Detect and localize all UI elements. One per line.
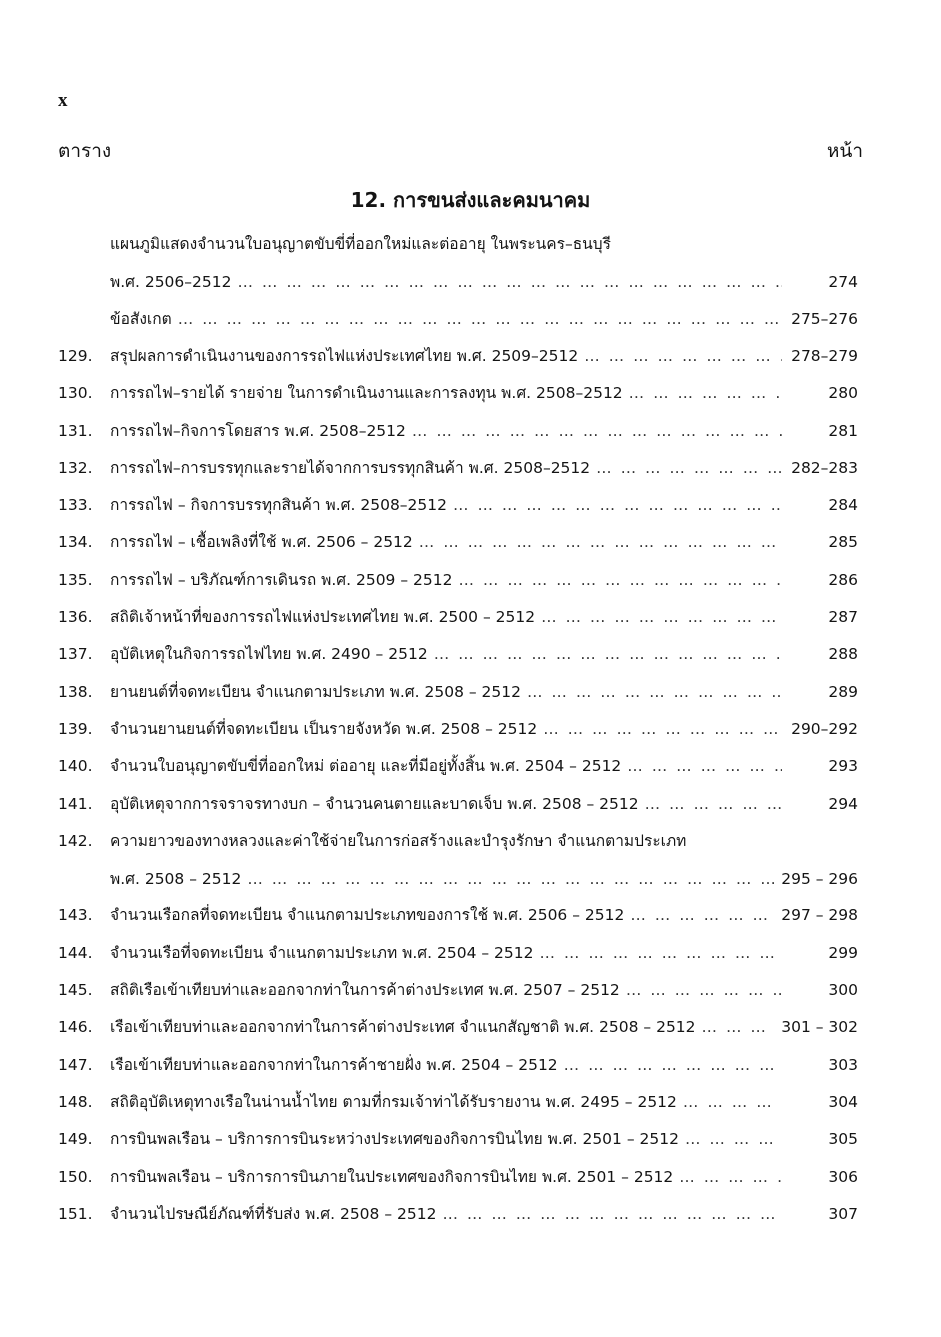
entry-line — [110, 1055, 858, 1075]
entry-title: จำนวนเรือที่จดทะเบียน จำแนกตามประเภท พ.ศ. 2504 – 2512 — [110, 943, 534, 962]
entry-title: เรือเข้าเทียบท่าและออกจากท่าในการค้าต่างประเทศ จำแนกสัญชาติ พ.ศ. 2508 – 2512 — [110, 1018, 696, 1037]
entry-number: 129. — [58, 346, 93, 365]
leader-dots — [685, 1129, 782, 1149]
entry-line — [110, 831, 858, 851]
entry-line — [110, 719, 858, 739]
leader-dots — [237, 272, 782, 292]
entry-page-number: 275–276 — [791, 309, 858, 328]
entry-title: ยานยนต์ที่จดทะเบียน จำแนกตามประเภท พ.ศ. 2508 – 2512 — [110, 682, 521, 701]
entry-title: การรถไฟ–กิจการโดยสาร พ.ศ. 2508–2512 — [110, 421, 406, 440]
leader-dots — [458, 570, 782, 590]
entry-continuation — [110, 272, 858, 292]
leader-dots — [453, 495, 782, 515]
entry-title: ข้อสังเกต — [110, 309, 172, 328]
entry-title: อุบัติเหตุในกิจการรถไฟไทย พ.ศ. 2490 – 2512 — [110, 645, 428, 664]
entry-line — [110, 421, 858, 441]
leader-dots — [629, 383, 782, 403]
leader-dots — [178, 309, 782, 329]
entry-line — [110, 905, 858, 925]
entry-line — [110, 532, 858, 552]
entry-title: จำนวนยานยนต์ที่จดทะเบียน เป็นรายจังหวัด พ.ศ. 2508 – 2512 — [110, 719, 538, 738]
entry-page-number: 294 — [828, 794, 858, 813]
entry-number: 137. — [58, 645, 93, 664]
leader-dots — [627, 756, 782, 776]
entry-number: 145. — [58, 981, 93, 999]
entry-number: 147. — [58, 1055, 93, 1074]
entry-page-number: 278–279 — [791, 346, 858, 365]
leader-dots — [527, 682, 782, 702]
entry-page-number: 287 — [828, 608, 858, 626]
entry-title: ความยาวของทางหลวงและค่าใช้จ่ายในการก่อสร้างและบำรุงรักษา จำแนกตามประเภท — [110, 831, 687, 850]
leader-dots — [419, 532, 782, 552]
entry-line — [110, 495, 858, 515]
leader-dots — [596, 458, 782, 478]
entry-line — [110, 1017, 858, 1037]
leader-dots — [683, 1092, 782, 1112]
entry-line — [110, 607, 858, 627]
entry-page-number: 300 — [828, 981, 858, 999]
entry-line — [110, 644, 858, 664]
entry-title: สถิติอุบัติเหตุทางเรือในน่านน้ำไทย ตามที่กรมเจ้าท่าได้รับรายงาน พ.ศ. 2495 – 2512 — [110, 1092, 677, 1111]
entry-number: 143. — [58, 906, 93, 925]
entry-page-number: 281 — [828, 421, 858, 440]
entry-line — [110, 682, 858, 702]
leader-dots — [564, 1055, 782, 1075]
entry-number: 151. — [58, 1204, 93, 1223]
leader-dots — [442, 1204, 782, 1224]
leader-dots — [645, 794, 782, 814]
entry-line — [110, 458, 858, 478]
leader-dots — [679, 1167, 782, 1187]
leader-dots — [584, 346, 782, 366]
entry-page-number: 288 — [828, 645, 858, 664]
entry-number: 144. — [58, 943, 93, 962]
entry-number: 135. — [58, 570, 93, 589]
entry-number: 130. — [58, 384, 93, 403]
entry-line — [110, 943, 858, 963]
entry-title: เรือเข้าเทียบท่าและออกจากท่าในการค้าชายฝั่ง พ.ศ. 2504 – 2512 — [110, 1055, 558, 1074]
leader-dots — [626, 980, 782, 1000]
entry-title: การรถไฟ – เชื้อเพลิงที่ใช้ พ.ศ. 2506 – 2512 — [110, 533, 413, 552]
leader-dots — [247, 869, 775, 889]
entry-title: การบินพลเรือน – บริการการบินระหว่างประเทศของกิจการบินไทย พ.ศ. 2501 – 2512 — [110, 1130, 679, 1149]
entry-line — [110, 1129, 858, 1149]
entry-number: 149. — [58, 1130, 93, 1149]
column-header-table: ตาราง — [58, 140, 112, 162]
entry-title: จำนวนไปรษณีย์ภัณฑ์ที่รับส่ง พ.ศ. 2508 – 2512 — [110, 1204, 437, 1223]
leader-dots — [543, 719, 782, 739]
leader-dots — [434, 644, 782, 664]
entry-number: 146. — [58, 1018, 93, 1037]
entry-number: 138. — [58, 682, 93, 701]
leader-dots — [702, 1017, 776, 1037]
entry-title: จำนวนเรือกลที่จดทะเบียน จำแนกตามประเภทของการใช้ พ.ศ. 2506 – 2512 — [110, 906, 625, 925]
entry-page-number: 306 — [828, 1167, 858, 1186]
entry-page-number: 285 — [828, 533, 858, 552]
entry-page-number: 301 – 302 — [781, 1018, 858, 1037]
entry-line — [110, 346, 858, 366]
entry-page-number: 305 — [828, 1130, 858, 1149]
entry-line — [110, 794, 858, 814]
entry-number: 139. — [58, 719, 93, 738]
entry-title: การรถไฟ–การบรรทุกและรายได้จากการบรรทุกสินค้า พ.ศ. 2508–2512 — [110, 458, 591, 477]
entry-number: 148. — [58, 1092, 93, 1111]
entry-title: จำนวนใบอนุญาตขับขี่ที่ออกใหม่ ต่ออายุ และที่มีอยู่ทั้งสิ้น พ.ศ. 2504 – 2512 — [110, 757, 622, 776]
entry-line — [110, 383, 858, 403]
entry-number: 141. — [58, 794, 93, 813]
entry-line — [110, 570, 858, 590]
entry-line — [110, 756, 858, 776]
entry-continuation-text: พ.ศ. 2508 – 2512 — [110, 869, 242, 888]
entry-page-number: 282–283 — [791, 458, 858, 477]
entry-line — [110, 234, 858, 254]
entry-page-number: 295 – 296 — [781, 869, 858, 888]
entry-line — [110, 1167, 858, 1187]
entry-page-number: 290–292 — [791, 719, 858, 738]
entry-page-number: 307 — [828, 1204, 858, 1223]
entry-number: 133. — [58, 496, 93, 515]
entry-page-number: 304 — [828, 1092, 858, 1111]
leader-dots — [412, 421, 782, 441]
entry-number: 134. — [58, 533, 93, 552]
leader-dots — [540, 943, 783, 963]
entry-page-number: 274 — [828, 273, 858, 291]
section-title: 12. การขนส่งและคมนาคม — [350, 188, 591, 212]
entry-title: การรถไฟ–รายได้ รายจ่าย ในการดำเนินงานและการลงทุน พ.ศ. 2508–2512 — [110, 384, 623, 403]
entry-page-number: 289 — [828, 682, 858, 701]
entry-title: สถิติเรือเข้าเทียบท่าและออกจากท่าในการค้าต่างประเทศ พ.ศ. 2507 – 2512 — [110, 981, 620, 999]
column-header-page: หน้า — [826, 140, 863, 162]
entry-number: 150. — [58, 1167, 93, 1186]
entry-number: 136. — [58, 608, 93, 626]
entry-continuation — [110, 869, 858, 889]
entry-title: อุบัติเหตุจากการจราจรทางบก – จำนวนคนตายและบาดเจ็บ พ.ศ. 2508 – 2512 — [110, 794, 639, 813]
entry-title: สถิติเจ้าหน้าที่ของการรถไฟแห่งประเทศไทย พ.ศ. 2500 – 2512 — [110, 608, 536, 626]
entry-title: แผนภูมิแสดงจำนวนใบอนุญาตขับขี่ที่ออกใหม่และต่ออายุ ในพระนคร–ธนบุรี — [110, 235, 611, 253]
entry-title: การรถไฟ – กิจการบรรทุกสินค้า พ.ศ. 2508–2512 — [110, 496, 448, 515]
entry-number: 142. — [58, 831, 93, 850]
entry-line — [110, 1204, 858, 1224]
entry-page-number: 297 – 298 — [781, 906, 858, 925]
entry-title: การบินพลเรือน – บริการการบินภายในประเทศของกิจการบินไทย พ.ศ. 2501 – 2512 — [110, 1167, 674, 1186]
leader-dots — [541, 607, 782, 627]
entry-number: 132. — [58, 458, 93, 477]
entry-line — [110, 309, 858, 329]
page-marker: x — [58, 90, 68, 111]
entry-page-number: 303 — [828, 1055, 858, 1074]
entry-page-number: 280 — [828, 384, 858, 403]
entry-number: 131. — [58, 421, 93, 440]
entry-continuation-text: พ.ศ. 2506–2512 — [110, 273, 232, 291]
leader-dots — [630, 905, 775, 925]
entry-page-number: 299 — [828, 943, 858, 962]
entry-title: การรถไฟ – บริภัณฑ์การเดินรถ พ.ศ. 2509 – 2512 — [110, 570, 453, 589]
entry-line — [110, 980, 858, 1000]
entry-title: สรุปผลการดำเนินงานของการรถไฟแห่งประเทศไทย พ.ศ. 2509–2512 — [110, 346, 579, 365]
entry-page-number: 293 — [828, 757, 858, 776]
entry-line — [110, 1092, 858, 1112]
entry-page-number: 286 — [828, 570, 858, 589]
entry-number: 140. — [58, 757, 93, 776]
entry-page-number: 284 — [828, 496, 858, 515]
